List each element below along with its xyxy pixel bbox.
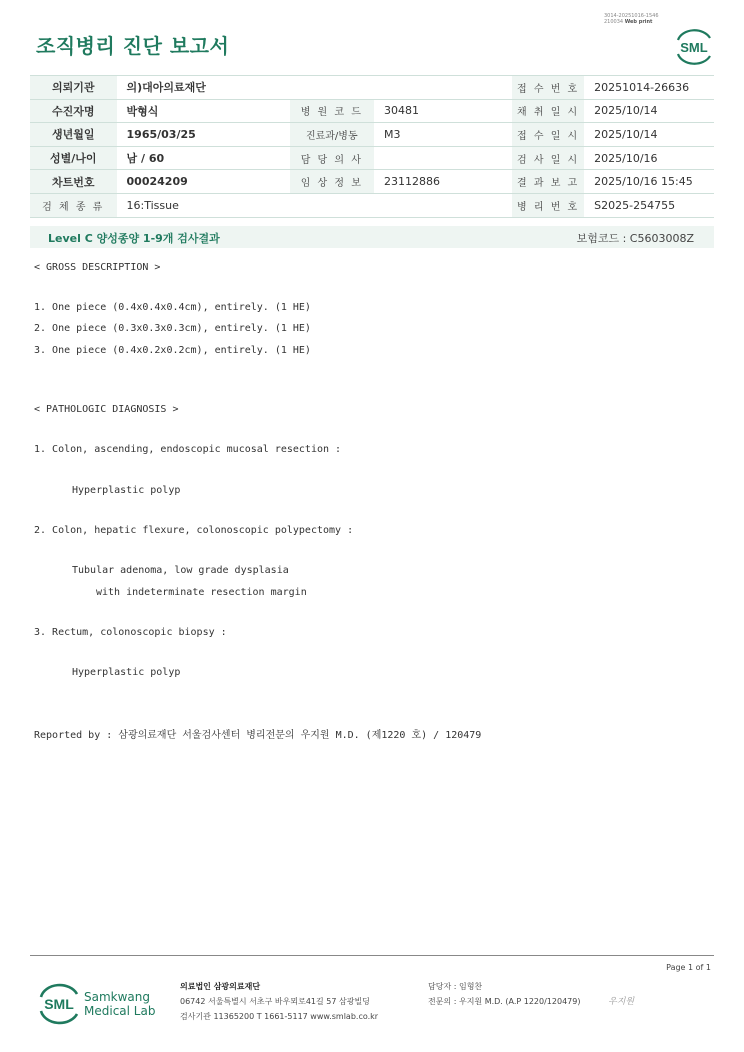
diagnosis-2: 2. Colon, hepatic flexure, colonoscopic polypectomy : bbox=[34, 525, 354, 536]
clinical-value: 23112886 bbox=[374, 170, 512, 194]
path-no-label: 병 리 번 호 bbox=[512, 193, 584, 217]
collect-date-value: 2025/10/14 bbox=[584, 99, 714, 123]
page-number: Page 1 of 1 bbox=[666, 963, 711, 972]
brand-line-2: Medical Lab bbox=[84, 1004, 156, 1018]
test-result-title: Level C 양성종양 1-9개 검사결과 bbox=[48, 232, 220, 245]
diagnosis-3-result: Hyperplastic polyp bbox=[72, 667, 181, 678]
info-row bbox=[30, 123, 714, 147]
receipt-no-value: 20251014-26636 bbox=[584, 76, 714, 100]
logo-text: SML bbox=[680, 40, 708, 55]
gross-item-1: 1. One piece (0.4x0.4x0.4cm), entirely. (1 HE) bbox=[34, 302, 311, 313]
org-info bbox=[180, 979, 378, 1024]
staff-info bbox=[428, 979, 580, 1009]
specimen-value: 16:Tissue bbox=[117, 193, 513, 217]
specimen-label: 검 체 종 류 bbox=[30, 193, 117, 217]
info-row bbox=[30, 193, 714, 217]
hospital-code-label: 병 원 코 드 bbox=[290, 99, 374, 123]
collect-date-label: 채 취 일 시 bbox=[512, 99, 584, 123]
diagnosis-heading: < PATHOLOGIC DIAGNOSIS > bbox=[34, 404, 179, 415]
specialist-signature: 우지원 bbox=[608, 997, 635, 1007]
specialist-name: 전문의 : 우지원 M.D. (A.P 1220/120479) bbox=[428, 997, 581, 1006]
report-date-value: 2025/10/16 15:45 bbox=[584, 170, 714, 194]
insurance-code: 보험코드 : C5603008Z bbox=[576, 232, 694, 245]
org-address: 06742 서울특별시 서초구 바우뫼로41길 57 삼광빌딩 bbox=[180, 997, 370, 1006]
institution-value: 의)대아의료재단 bbox=[117, 76, 513, 100]
dob-label: 생년월일 bbox=[30, 123, 117, 147]
diagnosis-3: 3. Rectum, colonoscopic biopsy : bbox=[34, 627, 227, 638]
web-print-reference bbox=[604, 13, 659, 25]
gross-heading: < GROSS DESCRIPTION > bbox=[34, 262, 161, 273]
brand-line-1: Samkwang bbox=[84, 990, 150, 1004]
dob-value: 1965/03/25 bbox=[117, 123, 290, 147]
test-date-value: 2025/10/16 bbox=[584, 146, 714, 170]
ref-line-1: 3014-20251016-1546 bbox=[604, 13, 659, 19]
manager-name: 담당자 : 임형찬 bbox=[428, 982, 483, 991]
diagnosis-1-result: Hyperplastic polyp bbox=[72, 485, 181, 496]
diagnosis-1: 1. Colon, ascending, endoscopic mucosal resection : bbox=[34, 444, 342, 455]
info-row bbox=[30, 99, 714, 123]
dept-value: M3 bbox=[374, 123, 512, 147]
brand-name bbox=[84, 990, 155, 1018]
test-date-label: 검 사 일 시 bbox=[512, 146, 584, 170]
sex-age-label: 성별/나이 bbox=[30, 146, 117, 170]
dept-label: 진료과/병동 bbox=[290, 123, 374, 147]
sml-footer-logo-icon bbox=[36, 980, 82, 1026]
doctor-label: 담 당 의 사 bbox=[290, 146, 374, 170]
receipt-date-label: 접 수 일 시 bbox=[512, 123, 584, 147]
doctor-value bbox=[374, 146, 512, 170]
report-title: 조직병리 진단 보고서 bbox=[36, 34, 230, 58]
sml-logo-icon bbox=[672, 26, 716, 66]
reported-by: Reported by : 삼광의료재단 서울검사센터 병리전문의 우지원 M.D. (제1220 호) / 120479 bbox=[34, 730, 482, 741]
diagnosis-2-result-margin: with indeterminate resection margin bbox=[96, 587, 307, 598]
test-result-bar bbox=[30, 226, 714, 248]
diagnosis-2-result: Tubular adenoma, low grade dysplasia bbox=[72, 565, 289, 576]
report-date-label: 결 과 보 고 bbox=[512, 170, 584, 194]
receipt-date-value: 2025/10/14 bbox=[584, 123, 714, 147]
footer-logo-text: SML bbox=[44, 996, 74, 1012]
info-row bbox=[30, 170, 714, 194]
footer-divider bbox=[30, 955, 714, 956]
institution-label: 의뢰기관 bbox=[30, 76, 117, 100]
chart-value: 00024209 bbox=[117, 170, 290, 194]
web-print-label: Web print bbox=[624, 19, 653, 25]
patient-label: 수진자명 bbox=[30, 99, 117, 123]
patient-info-table bbox=[30, 75, 714, 218]
info-row bbox=[30, 146, 714, 170]
hospital-code-value: 30481 bbox=[374, 99, 512, 123]
org-name: 의료법인 삼광의료재단 bbox=[180, 982, 261, 991]
ref-line-2: 210034 bbox=[604, 19, 624, 25]
info-row bbox=[30, 76, 714, 100]
gross-item-2: 2. One piece (0.3x0.3x0.3cm), entirely. (1 HE) bbox=[34, 323, 311, 334]
org-contact: 검사기관 11365200 T 1661-5117 www.smlab.co.kr bbox=[180, 1012, 379, 1021]
receipt-no-label: 접 수 번 호 bbox=[512, 76, 584, 100]
sex-age-value: 남 / 60 bbox=[117, 146, 290, 170]
patient-value: 박형식 bbox=[117, 99, 290, 123]
gross-item-3: 3. One piece (0.4x0.2x0.2cm), entirely. (1 HE) bbox=[34, 345, 311, 356]
chart-label: 차트번호 bbox=[30, 170, 117, 194]
path-no-value: S2025-254755 bbox=[584, 193, 714, 217]
clinical-label: 임 상 정 보 bbox=[290, 170, 374, 194]
